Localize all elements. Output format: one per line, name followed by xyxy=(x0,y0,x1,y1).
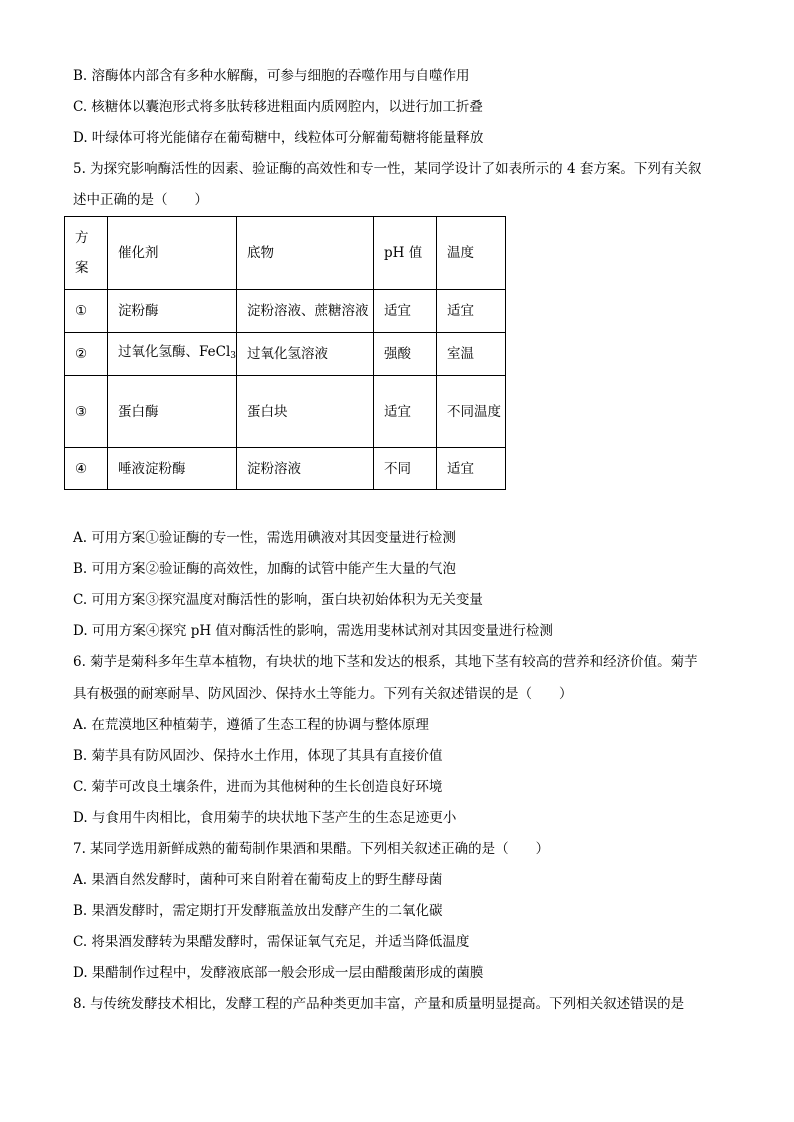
cell-substrate: 蛋白块 xyxy=(237,376,374,448)
question-6-stem-line2: 具有极强的耐寒耐旱、防风固沙、保持水土等能力。下列有关叙述错误的是（ ） xyxy=(73,686,573,702)
cell-catalyst: 唾液淀粉酶 xyxy=(108,448,237,490)
option-b-q5: B. 可用方案②验证酶的高效性，加酶的试管中能产生大量的气泡 xyxy=(73,561,457,577)
option-a-q6: A. 在荒漠地区种植菊芋，遵循了生态工程的协调与整体原理 xyxy=(73,717,429,733)
option-a-q5: A. 可用方案①验证酶的专一性，需选用碘液对其因变量进行检测 xyxy=(73,530,456,546)
option-a-q7: A. 果酒自然发酵时，菌种可来自附着在葡萄皮上的野生酵母菌 xyxy=(73,872,443,888)
option-d-q7: D. 果醋制作过程中，发酵液底部一般会形成一层由醋酸菌形成的菌膜 xyxy=(73,965,484,981)
option-d-q4: D. 叶绿体可将光能储存在葡萄糖中，线粒体可分解葡萄糖将能量释放 xyxy=(73,130,484,146)
option-c-q6: C. 菊芋可改良土壤条件，进而为其他树种的生长创造良好环境 xyxy=(73,779,443,795)
table-row xyxy=(65,290,506,333)
cell-substrate: 过氧化氢溶液 xyxy=(237,333,374,376)
header-temperature: 温度 xyxy=(437,217,506,290)
cell-ph: 强酸 xyxy=(374,333,437,376)
cell-scheme: ④ xyxy=(65,448,108,490)
scheme-table xyxy=(64,216,506,490)
option-c-q7: C. 将果酒发酵转为果醋发酵时，需保证氧气充足，并适当降低温度 xyxy=(73,934,470,950)
question-6-stem-line1: 6. 菊芋是菊科多年生草本植物，有块状的地下茎和发达的根系，其地下茎有较高的营养和经济价值。菊芋 xyxy=(73,654,698,670)
option-c-q4: C. 核糖体以囊泡形式将多肽转移进粗面内质网腔内，以进行加工折叠 xyxy=(73,99,483,115)
option-d-q5: D. 可用方案④探究 pH 值对酶活性的影响，需选用斐林试剂对其因变量进行检测 xyxy=(73,623,553,639)
cell-substrate: 淀粉溶液 xyxy=(237,448,374,490)
cell-scheme: ① xyxy=(65,290,108,333)
table-row xyxy=(65,448,506,490)
cell-temperature: 适宜 xyxy=(437,448,506,490)
catalyst-text: 过氧化氢酶、FeCl xyxy=(118,344,231,360)
cell-ph: 适宜 xyxy=(374,290,437,333)
header-scheme: 方案 xyxy=(65,217,108,290)
header-catalyst: 催化剂 xyxy=(108,217,237,290)
cell-ph: 适宜 xyxy=(374,376,437,448)
cell-substrate: 淀粉溶液、蔗糖溶液 xyxy=(237,290,374,333)
cell-catalyst: 淀粉酶 xyxy=(108,290,237,333)
option-b-q7: B. 果酒发酵时，需定期打开发酵瓶盖放出发酵产生的二氧化碳 xyxy=(73,903,443,919)
option-c-q5: C. 可用方案③探究温度对酶活性的影响，蛋白块初始体积为无关变量 xyxy=(73,592,483,608)
header-substrate: 底物 xyxy=(237,217,374,290)
option-b-q4: B. 溶酶体内部含有多种水解酶，可参与细胞的吞噬作用与自噬作用 xyxy=(73,68,470,84)
cell-scheme: ③ xyxy=(65,376,108,448)
question-5-stem-line2: 述中正确的是（ ） xyxy=(73,192,208,208)
cell-temperature: 适宜 xyxy=(437,290,506,333)
question-5-stem-line1: 5. 为探究影响酶活性的因素、验证酶的高效性和专一性，某同学设计了如表所示的 4 套方案。下列有关叙 xyxy=(73,161,702,177)
cell-ph: 不同 xyxy=(374,448,437,490)
table-header-row xyxy=(65,217,506,290)
table-row xyxy=(65,376,506,448)
cell-catalyst xyxy=(108,333,237,376)
question-7-stem: 7. 某同学选用新鲜成熟的葡萄制作果酒和果醋。下列相关叙述正确的是（ ） xyxy=(73,841,550,857)
option-b-q6: B. 菊芋具有防风固沙、保持水土作用，体现了其具有直接价值 xyxy=(73,748,443,764)
question-8-stem: 8. 与传统发酵技术相比，发酵工程的产品种类更加丰富，产量和质量明显提高。下列相关叙述错误的是 xyxy=(73,996,685,1012)
cell-scheme: ② xyxy=(65,333,108,376)
header-ph: pH 值 xyxy=(374,217,437,290)
table-row xyxy=(65,333,506,376)
subscript: 3 xyxy=(230,351,236,361)
cell-catalyst: 蛋白酶 xyxy=(108,376,237,448)
cell-temperature: 不同温度 xyxy=(437,376,506,448)
cell-temperature: 室温 xyxy=(437,333,506,376)
option-d-q6: D. 与食用牛肉相比，食用菊芋的块状地下茎产生的生态足迹更小 xyxy=(73,810,457,826)
